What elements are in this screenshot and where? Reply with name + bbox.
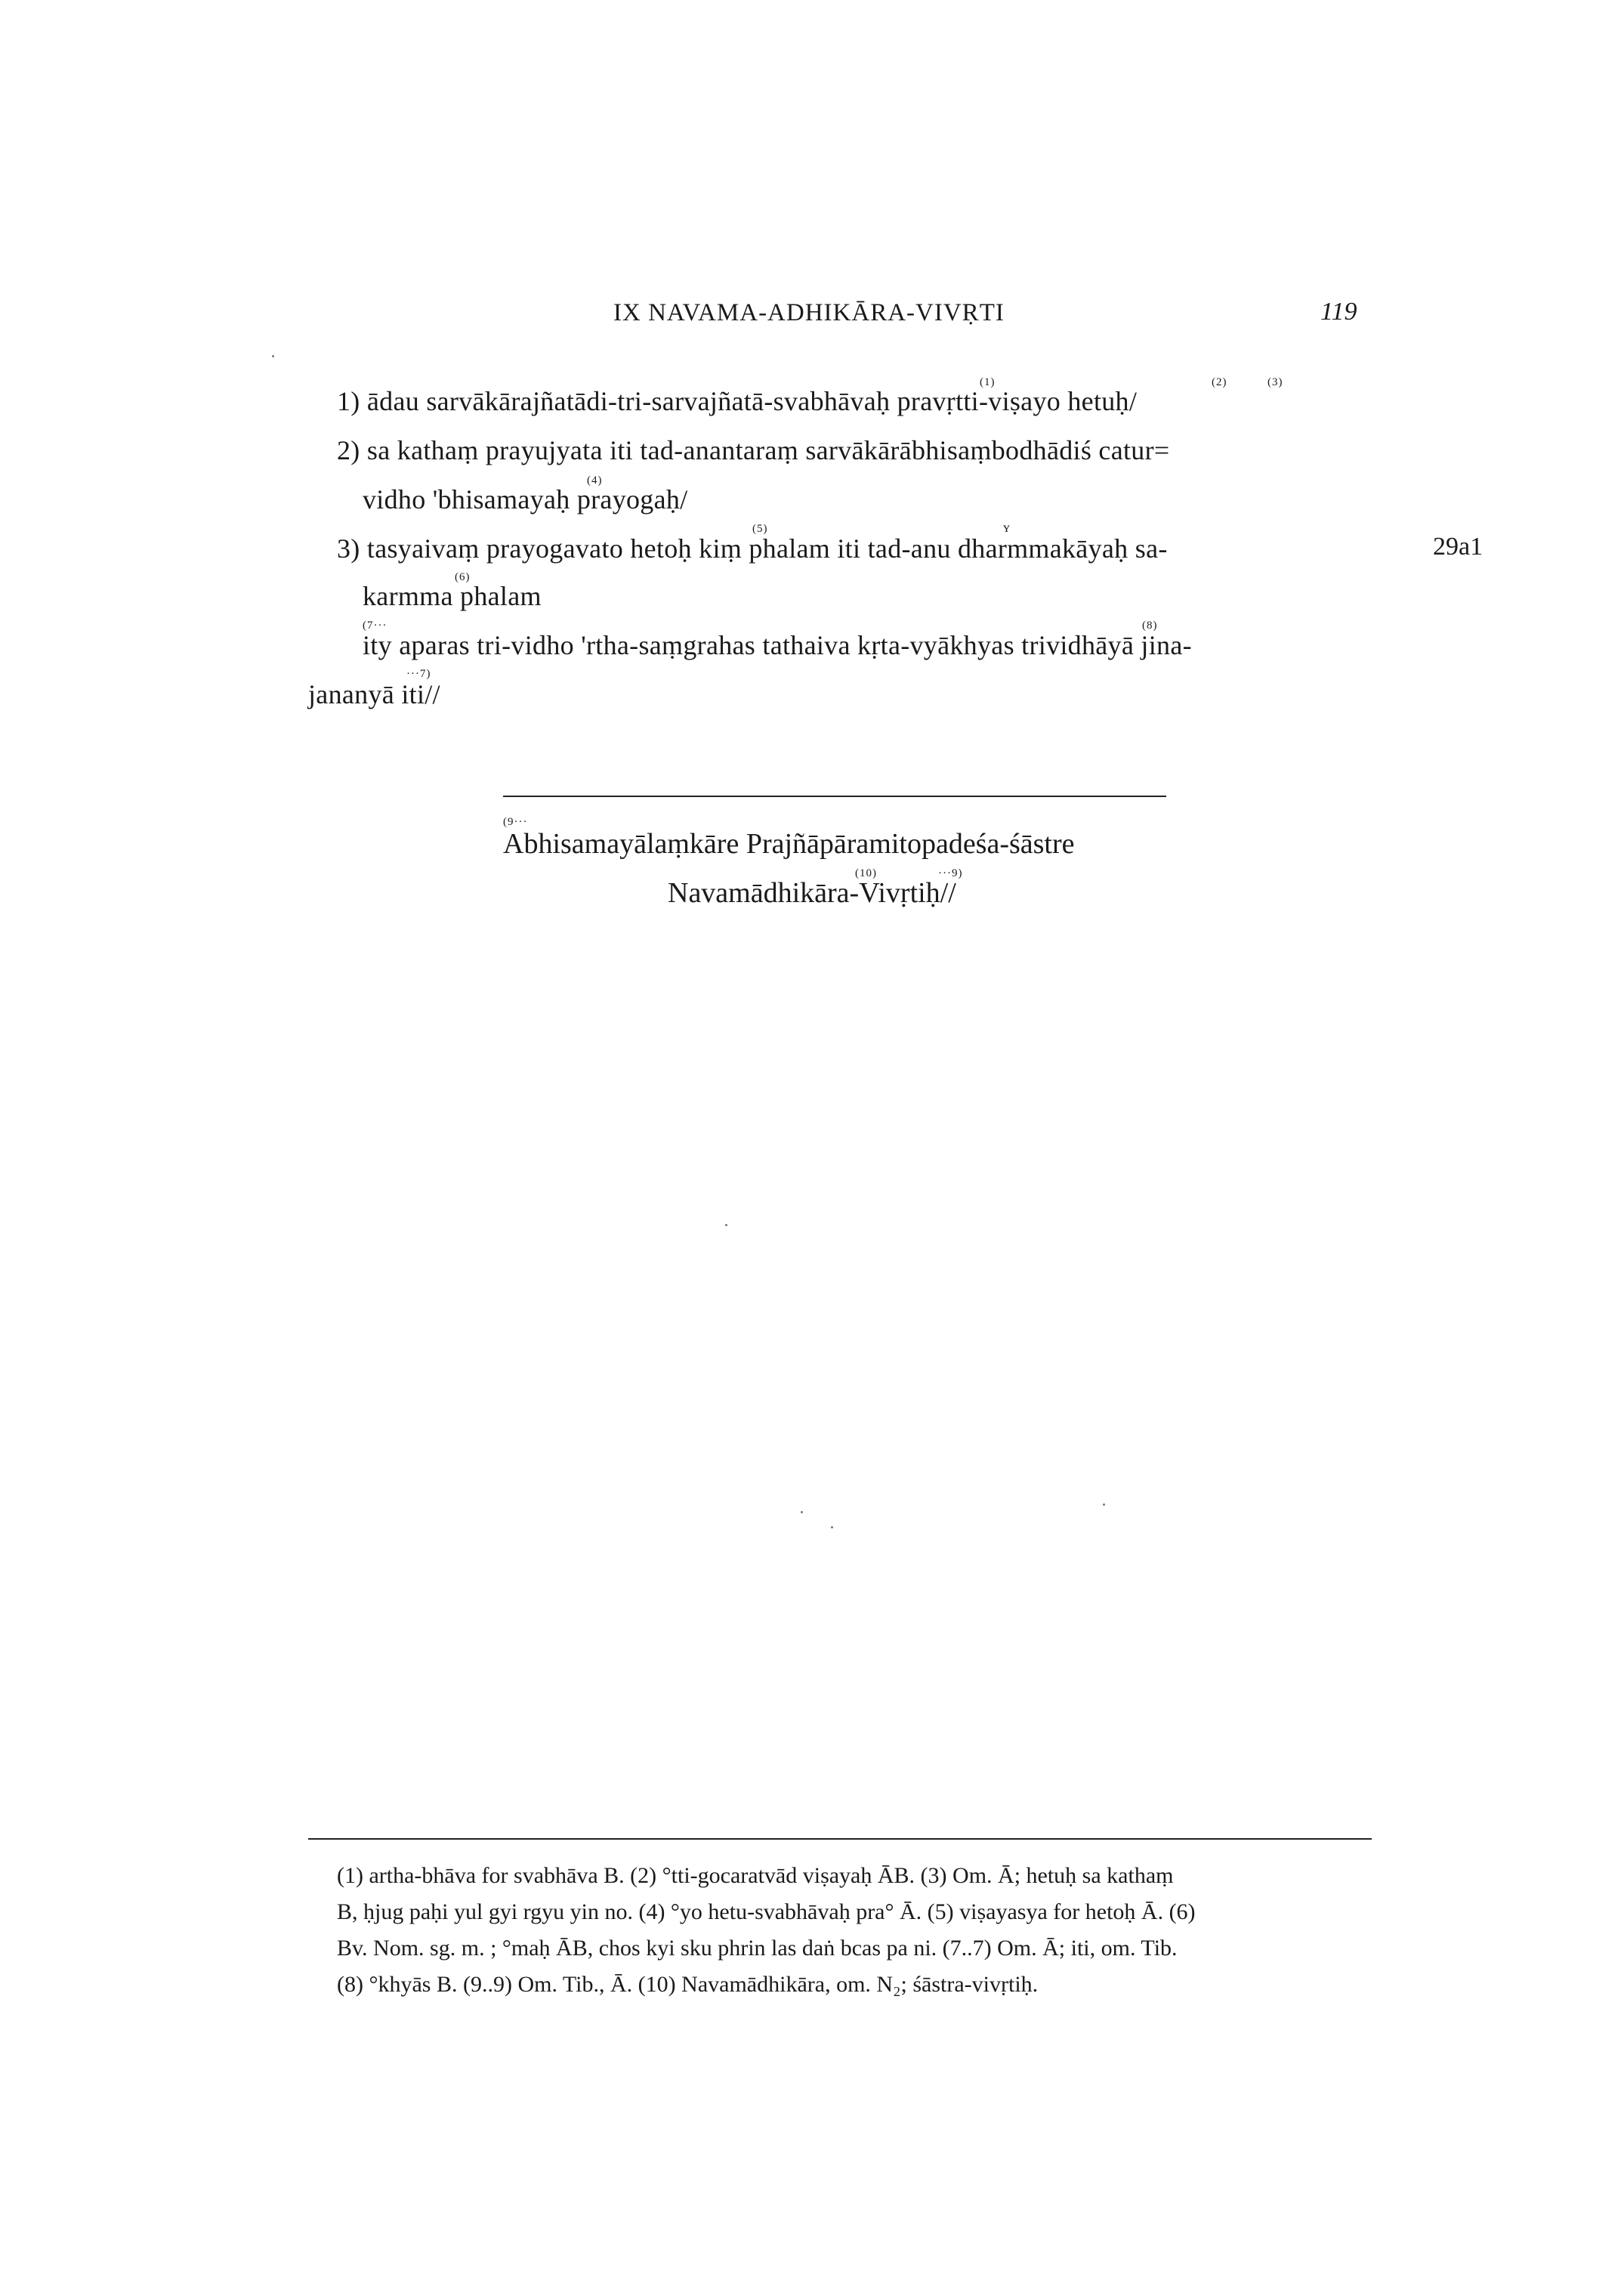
scan-speck [1103,1503,1105,1506]
footnote-mark-6: (6) [455,571,471,583]
text-line-3: vidho 'bhisamayaḥ prayogaḥ/ [363,484,688,515]
colophon-line-1: Abhisamayālaṃkāre Prajñāpāramitopadeśa-śāstre [503,828,1075,860]
scan-speck [272,355,274,357]
colophon-mark-10: (10) [855,867,877,879]
text-line-7: jananyā iti// [308,679,440,709]
text-line-2: 2) sa kathaṃ prayujyata iti tad-anantaraṃ sarvākārābhisaṃbodhādiś catur= [337,435,1170,465]
footnote-mark-7-open: (7··· [363,620,387,632]
footnote-rule [308,1838,1372,1840]
colophon-mark-9-open: (9··· [503,816,528,828]
margin-folio-reference: 29a1 [1433,533,1484,561]
footnote-line-1: (1) artha-bhāva for svabhāva B. (2) °tti-gocaratvād viṣayaḥ ĀB. (3) Om. Ā; hetuḥ sa kathaṃ [337,1863,1174,1888]
text-line-4: 3) tasyaivaṃ prayogavato hetoḥ kiṃ phalam iti tad-anu dharmmakāyaḥ sa- [337,533,1168,564]
footnote-mark-4: (4) [587,474,603,487]
scan-speck [831,1526,833,1528]
footnote-mark-2: (2) [1212,376,1227,388]
footnote-mark-3: (3) [1267,376,1283,388]
footnote-line-2: B, ḥjug paḥi yul gyi rgyu yin no. (4) °yo hetu-svabhāvaḥ pra° Ā. (5) viṣayasya for hetoḥ Ā. (6) [337,1899,1196,1924]
footnote-mark-5b: ʏ [1003,520,1011,535]
footnote-line-3: Bv. Nom. sg. m. ; °maḥ ĀB, chos kyi sku phrin las daṅ bcas pa ni. (7..7) Om. Ā; iti, om. Tib. [337,1936,1178,1961]
footnote-mark-1: (1) [980,376,996,388]
scan-speck [801,1511,803,1513]
footnote-line-4: (8) °khyās B. (9..9) Om. Tib., Ā. (10) Navamādhikāra, om. N₂; śāstra-vivṛtiḥ. [337,1972,1039,1997]
colophon-mark-9-close: ···9) [938,867,963,879]
colophon-rule [503,796,1166,797]
text-line-6: ity aparas tri-vidho 'rtha-saṃgrahas tathaiva kṛta-vyākhyas trividhāyā jina- [363,630,1192,660]
footnote-mark-7-close: ···7) [406,668,431,680]
footnote-mark-5: (5) [752,523,768,535]
scan-speck [725,1224,727,1226]
running-header-title: IX NAVAMA-ADHIKĀRA-VIVṚTI [613,299,1005,326]
page-number: 119 [1320,298,1357,326]
footnote-mark-8: (8) [1142,620,1158,632]
colophon-line-2: Navamādhikāra-Vivṛtiḥ// [668,877,956,909]
text-line-5: karmma phalam [363,581,542,611]
text-line-1: 1) ādau sarvākārajñatādi-tri-sarvajñatā-svabhāvaḥ pravṛtti-viṣayo hetuḥ/ [337,386,1138,416]
